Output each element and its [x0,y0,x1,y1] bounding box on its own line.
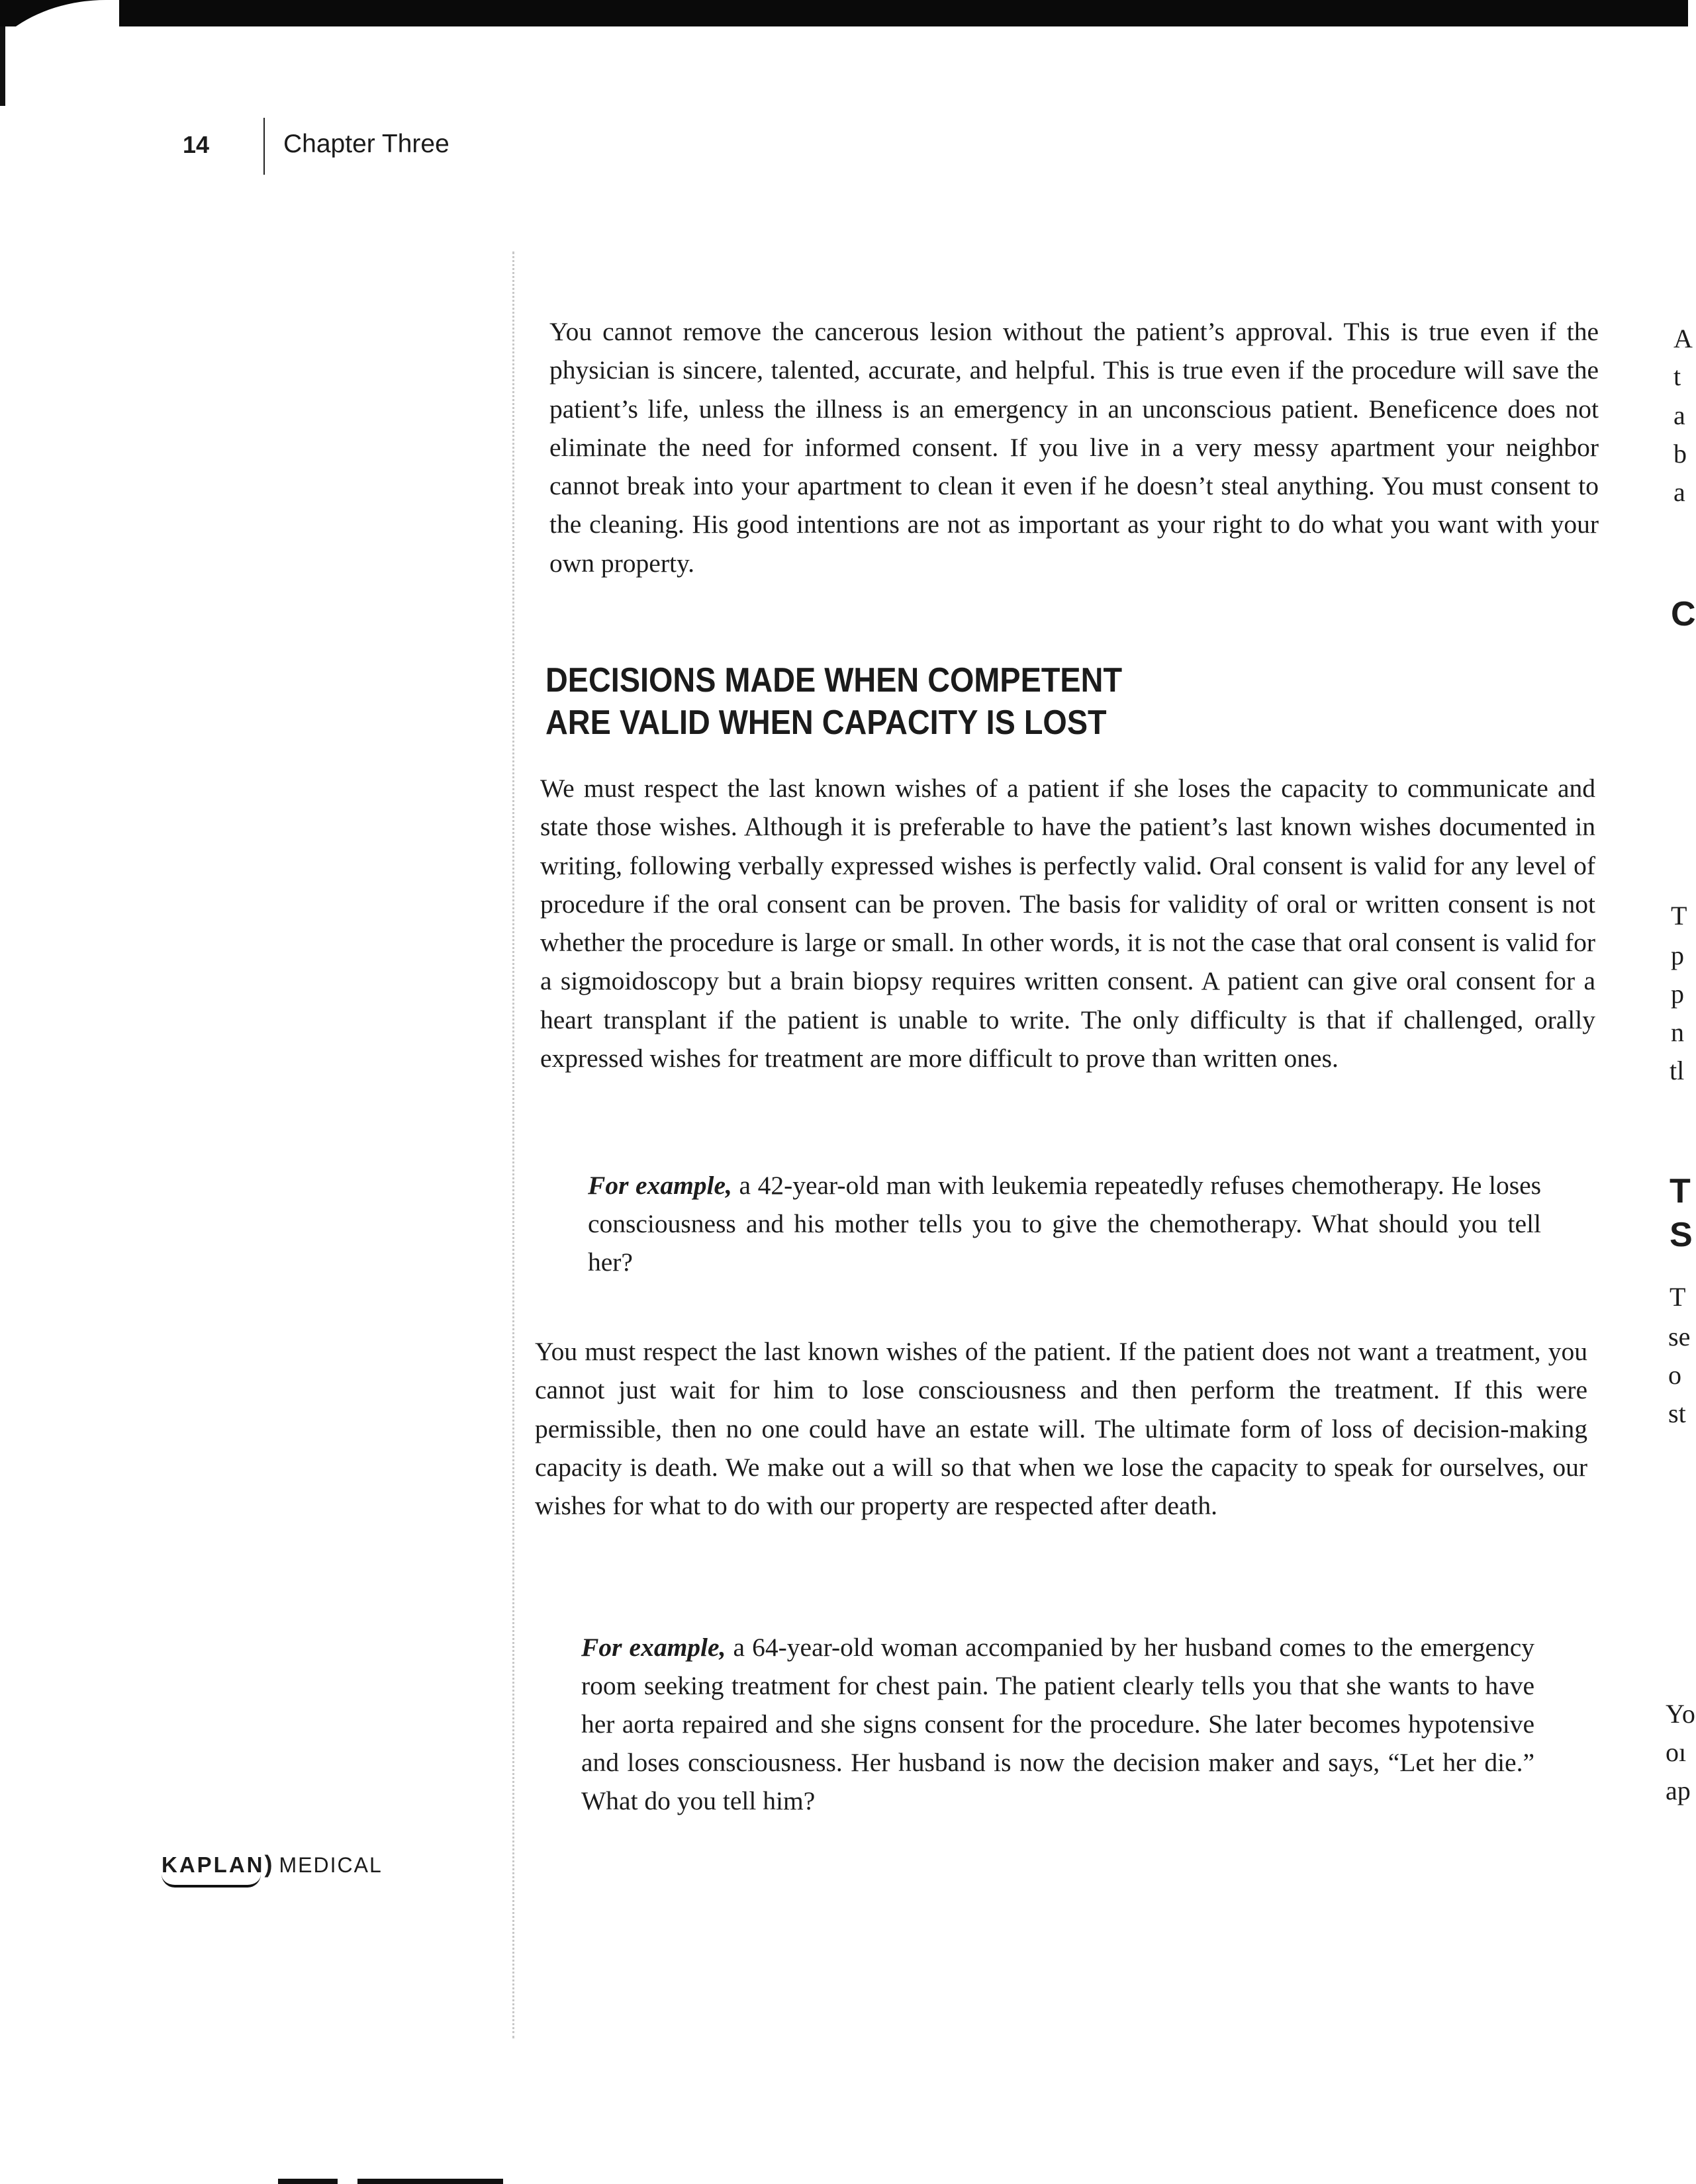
scan-bottom-mark [278,2179,338,2184]
logo-kaplan-text: KAPLAN [162,1852,265,1877]
facing-page-fragment: b [1673,439,1687,469]
facing-page-fragment: ap [1666,1776,1691,1805]
scan-bottom-mark [357,2179,503,2184]
facing-page-fragment: S [1670,1216,1693,1254]
scan-top-edge [0,0,1688,26]
facing-page-fragment: st [1668,1398,1686,1428]
margin-guide [512,251,514,2038]
facing-page-fragment: T [1670,1172,1691,1210]
logo-medical-text: MEDICAL [279,1853,383,1877]
section-heading-line: ARE VALID WHEN CAPACITY IS LOST [545,704,1107,742]
facing-page-fragment: se [1668,1322,1691,1351]
header-divider [263,118,265,175]
publisher-logo [162,1850,383,1878]
example-text: a 42-year-old man with leukemia repeatedly refuses chemotherapy. He loses consciousness and his mother tells you to give the chemotherapy. What should you tell her? [588,1171,1541,1277]
section-heading [545,659,1122,744]
facing-page-fragment: a [1673,400,1685,430]
facing-page-fragment: C [1671,595,1696,633]
facing-page-fragment: Yo [1666,1699,1695,1729]
facing-page-fragment: p [1671,940,1684,970]
example-text: a 64-year-old woman accompanied by her husband comes to the emergency room seeking treatment for chest pain. The patient clearly tells you that she wants to have her aorta repaired and she signs consent for the procedure. She later becomes hypotensive and loses consciousness. Her husband is now the decision maker and says, “Let her die.” What do you tell him? [581,1633,1535,1815]
body-paragraph: You cannot remove the cancerous lesion without the patient’s approval. This is true even if the physician is sincere, talented, accurate, and helpful. This is true even if the procedure will save the patient’s life, unless the illness is an emergency in an unconscious patient. Beneficence does not eliminate the need for informed consent. If you live in a very messy apartment your neighbor cannot break into your apartment to clean it even if he doesn’t steal anything. You must consent to the cleaning. His good intentions are not as important as your right to do what you want with your own property. [549,317,1599,578]
facing-page-fragment: t [1673,361,1681,391]
logo-swoosh [162,1874,261,1888]
facing-page-fragment: o [1668,1360,1681,1390]
example-block [588,1166,1541,1281]
body-paragraph: You must respect the last known wishes of the patient. If the patient does not want a treatment, you cannot just wait for him to lose consciousness and then perform the treatment. If this were permissible, then no one could have an estate will. The ultimate form of loss of decision-making capacity is death. We make out a will so that when we lose the capacity to speak for ourselves, our wishes for what to do with our property are respected after death. [535,1337,1587,1521]
facing-page-fragment: A [1673,324,1693,353]
facing-page-fragment: T [1670,1282,1686,1312]
section-heading-line: DECISIONS MADE WHEN COMPETENT [545,661,1123,700]
facing-page-fragment: a [1673,477,1685,507]
facing-page-fragment: p [1671,979,1684,1009]
example-lead: For example, [588,1171,732,1200]
logo-paren: ) [264,1850,273,1878]
facing-page-fragment: n [1671,1017,1684,1047]
scan-left-edge [0,26,5,106]
example-block [581,1628,1534,1820]
facing-page-fragment: T [1671,901,1687,931]
chapter-title: Chapter Three [283,130,449,158]
facing-page-fragment: oı [1666,1737,1687,1767]
example-lead: For example, [581,1633,726,1662]
body-paragraph: We must respect the last known wishes of a patient if she loses the capacity to communicate and state those wishes. Although it is preferable to have the patient’s last known wishes documented in writing, following verbally expressed wishes is perfectly valid. Oral consent is valid for any level of procedure if the oral consent can be proven. The basis for validity of oral or written consent is not whether the procedure is large or small. In other words, it is not the case that oral consent is valid for a sigmoidoscopy but a brain biopsy requires written consent. A patient can give oral consent for a heart transplant if the patient is unable to write. The only difficulty is that if challenged, orally expressed wishes for treatment are more difficult to prove than written ones. [540,774,1595,1073]
facing-page-fragment: tl [1670,1056,1685,1085]
page-number: 14 [183,131,210,158]
